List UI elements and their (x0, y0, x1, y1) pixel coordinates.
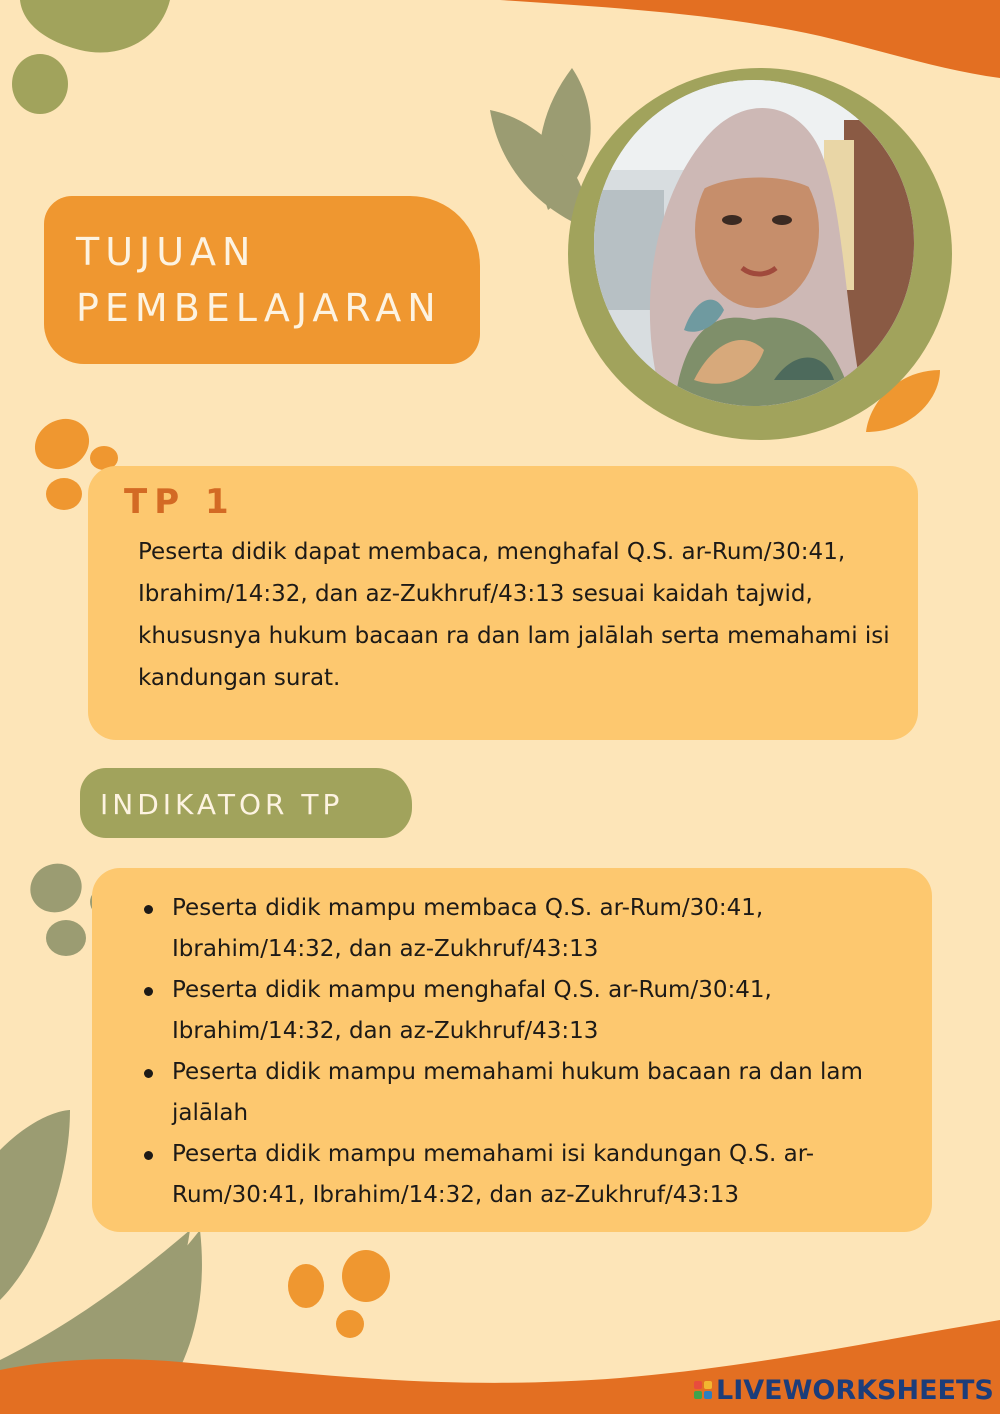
portrait-illustration (594, 80, 914, 406)
top-leaf-shape (20, 0, 170, 53)
liveworksheets-watermark (694, 1374, 994, 1406)
pebble-shape (288, 1264, 324, 1308)
pebble-shape (342, 1250, 390, 1302)
liveworksheets-logo-icon (694, 1381, 712, 1399)
pebble-shape (26, 409, 98, 479)
page-title-line-1: TUJUAN (76, 230, 257, 274)
indikator-list (140, 888, 880, 1216)
top-wave-shape (500, 0, 1000, 78)
list-item: Peserta didik mampu memahami isi kandungan Q.S. ar-Rum/30:41, Ibrahim/14:32, dan az-Zukhruf/43:13 (140, 1134, 880, 1216)
list-item: Peserta didik mampu menghafal Q.S. ar-Rum/30:41, Ibrahim/14:32, dan az-Zukhruf/43:13 (140, 970, 880, 1052)
teacher-portrait-photo (594, 80, 914, 406)
top-pebble-shape (12, 54, 68, 114)
tp-title: TP 1 (124, 482, 236, 522)
indikator-title: INDIKATOR TP (100, 788, 344, 821)
tp-description: Peserta didik dapat membaca, menghafal Q.S. ar-Rum/30:41, Ibrahim/14:32, dan az-Zukhruf/43:13 sesuai kaidah tajwid, khususnya hukum bacaan ra dan lam jalālah serta memahami isi kandungan surat. (138, 539, 890, 691)
page-title (76, 224, 476, 336)
leaf-shape (0, 1110, 70, 1300)
pebble-shape (22, 855, 89, 920)
list-item: Peserta didik mampu memahami hukum bacaan ra dan lam jalālah (140, 1052, 880, 1134)
page-title-line-2: PEMBELAJARAN (76, 286, 442, 330)
pebble-shape (336, 1310, 364, 1338)
list-item: Peserta didik mampu membaca Q.S. ar-Rum/30:41, Ibrahim/14:32, dan az-Zukhruf/43:13 (140, 888, 880, 970)
pebble-shape (46, 920, 86, 956)
watermark-text: LIVEWORKSHEETS (716, 1374, 994, 1406)
pebble-shape (46, 478, 82, 510)
